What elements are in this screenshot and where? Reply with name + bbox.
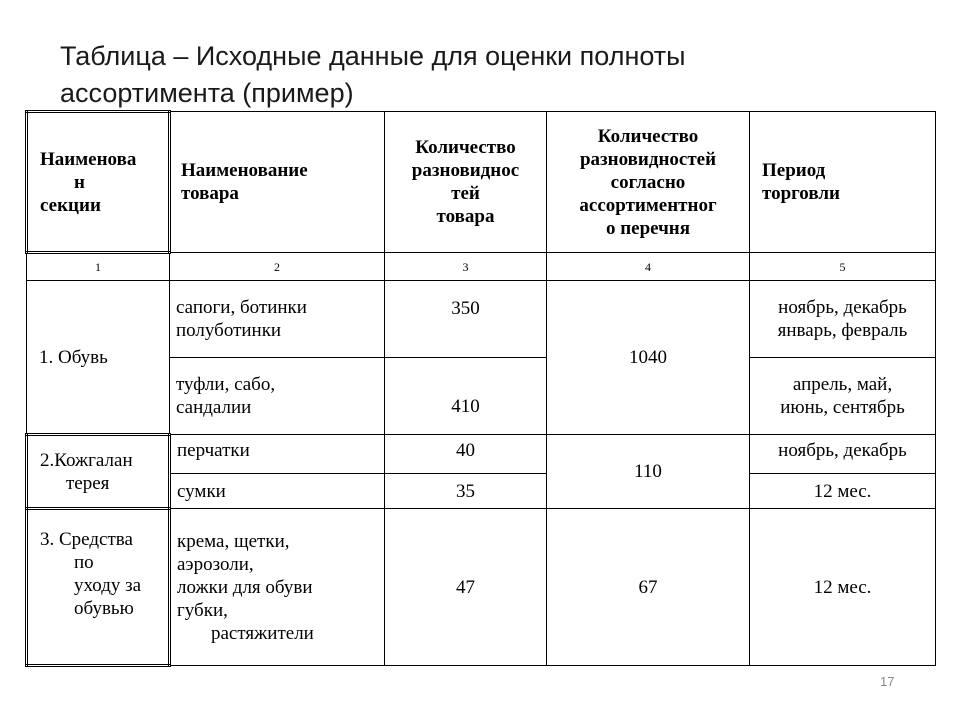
trade-period-line: июнь, сентябрь <box>780 397 905 418</box>
table-row <box>27 435 936 474</box>
product-name-line: сумки <box>177 480 226 502</box>
product-name-line: растяжители <box>211 622 314 644</box>
trade-period-cell <box>750 281 936 358</box>
header-text-line: о перечня <box>605 217 691 239</box>
product-name-cell <box>170 474 385 509</box>
section-name-cell <box>27 281 170 435</box>
header-text-line: н <box>74 171 85 193</box>
page-number: 17 <box>880 674 895 689</box>
table-row <box>27 281 936 358</box>
header-text-line: Количество <box>415 137 516 158</box>
section-name-line: 3. Средства <box>40 529 133 550</box>
trade-period-line: 12 мес. <box>813 480 872 502</box>
header-text-line: Наименование <box>181 160 308 181</box>
slide-title-line-1: Таблица – Исходные данные для оценки полноты <box>60 41 686 71</box>
product-name-line: аэрозоли, <box>177 553 254 575</box>
assortment-total-cell: 110 <box>547 435 750 509</box>
table-row <box>27 509 936 666</box>
header-text-line: тей <box>451 183 480 204</box>
header-assortment-count <box>547 112 750 253</box>
header-row <box>27 112 936 253</box>
assortment-total-cell: 67 <box>547 509 750 666</box>
product-name-line: туфли, сабо, <box>176 374 276 395</box>
product-name-line: губки, <box>177 599 228 621</box>
product-name-line: крема, щетки, <box>177 530 290 552</box>
assortment-table <box>25 110 936 667</box>
trade-period-line: ноябрь, декабрь <box>778 297 907 318</box>
header-product-name <box>170 112 385 253</box>
section-name-line: 2.Кожгалан <box>40 449 133 471</box>
trade-period-line: апрель, май, <box>792 374 893 395</box>
section-name-line: по <box>74 552 94 573</box>
header-text-line: товара <box>181 183 239 204</box>
section-name-line: 1. Обувь <box>39 346 108 368</box>
trade-period-cell <box>750 474 936 509</box>
header-text-line: Период <box>762 160 826 181</box>
trade-period-line: январь, февраль <box>777 320 908 341</box>
column-number: 2 <box>170 253 385 281</box>
column-number: 1 <box>27 253 170 281</box>
product-name-line: полуботинки <box>176 320 282 341</box>
variety-count-cell: 350 <box>385 281 547 358</box>
product-name-cell <box>170 358 385 435</box>
header-trade-period <box>750 112 936 253</box>
header-text-line: разновиднос <box>411 160 520 181</box>
section-name-line: терея <box>66 472 110 494</box>
trade-period-cell <box>750 509 936 666</box>
product-name-line: ложки для обуви <box>177 576 313 598</box>
section-name-cell <box>27 509 170 666</box>
header-text-line: ассортиментног <box>579 194 717 216</box>
variety-count-cell: 410 <box>385 358 547 435</box>
trade-period-cell <box>750 358 936 435</box>
header-text-line: Количество <box>597 125 699 147</box>
header-text-line: товара <box>436 206 495 227</box>
variety-count-cell: 40 <box>385 435 547 474</box>
header-text-line: секции <box>40 194 101 216</box>
trade-period-line: 12 мес. <box>813 576 872 598</box>
section-name-cell <box>27 435 170 509</box>
slide-title-line-2: ассортимента (пример) <box>60 78 354 108</box>
header-section-name <box>27 112 170 253</box>
trade-period-line: ноябрь, декабрь <box>778 440 907 461</box>
variety-count-cell: 35 <box>385 474 547 509</box>
header-text-line: Наименова <box>40 148 137 170</box>
product-name-line: сандалии <box>176 397 252 418</box>
product-name-cell <box>170 435 385 474</box>
column-number: 3 <box>385 253 547 281</box>
product-name-line: перчатки <box>177 440 250 461</box>
header-text-line: разновидностей <box>579 148 717 170</box>
product-name-cell <box>170 509 385 666</box>
column-number-row <box>27 253 936 281</box>
slide-title <box>60 38 880 112</box>
header-variety-count <box>385 112 547 253</box>
column-number: 4 <box>547 253 750 281</box>
column-number: 5 <box>750 253 936 281</box>
variety-count-cell: 47 <box>385 509 547 666</box>
trade-period-cell <box>750 435 936 474</box>
section-name-line: обувью <box>74 598 134 619</box>
header-text-line: согласно <box>610 171 686 193</box>
assortment-total-cell: 1040 <box>547 281 750 435</box>
product-name-cell <box>170 281 385 358</box>
section-name-line: уходу за <box>74 575 142 596</box>
header-text-line: торговли <box>762 183 840 204</box>
product-name-line: сапоги, ботинки <box>176 297 307 318</box>
